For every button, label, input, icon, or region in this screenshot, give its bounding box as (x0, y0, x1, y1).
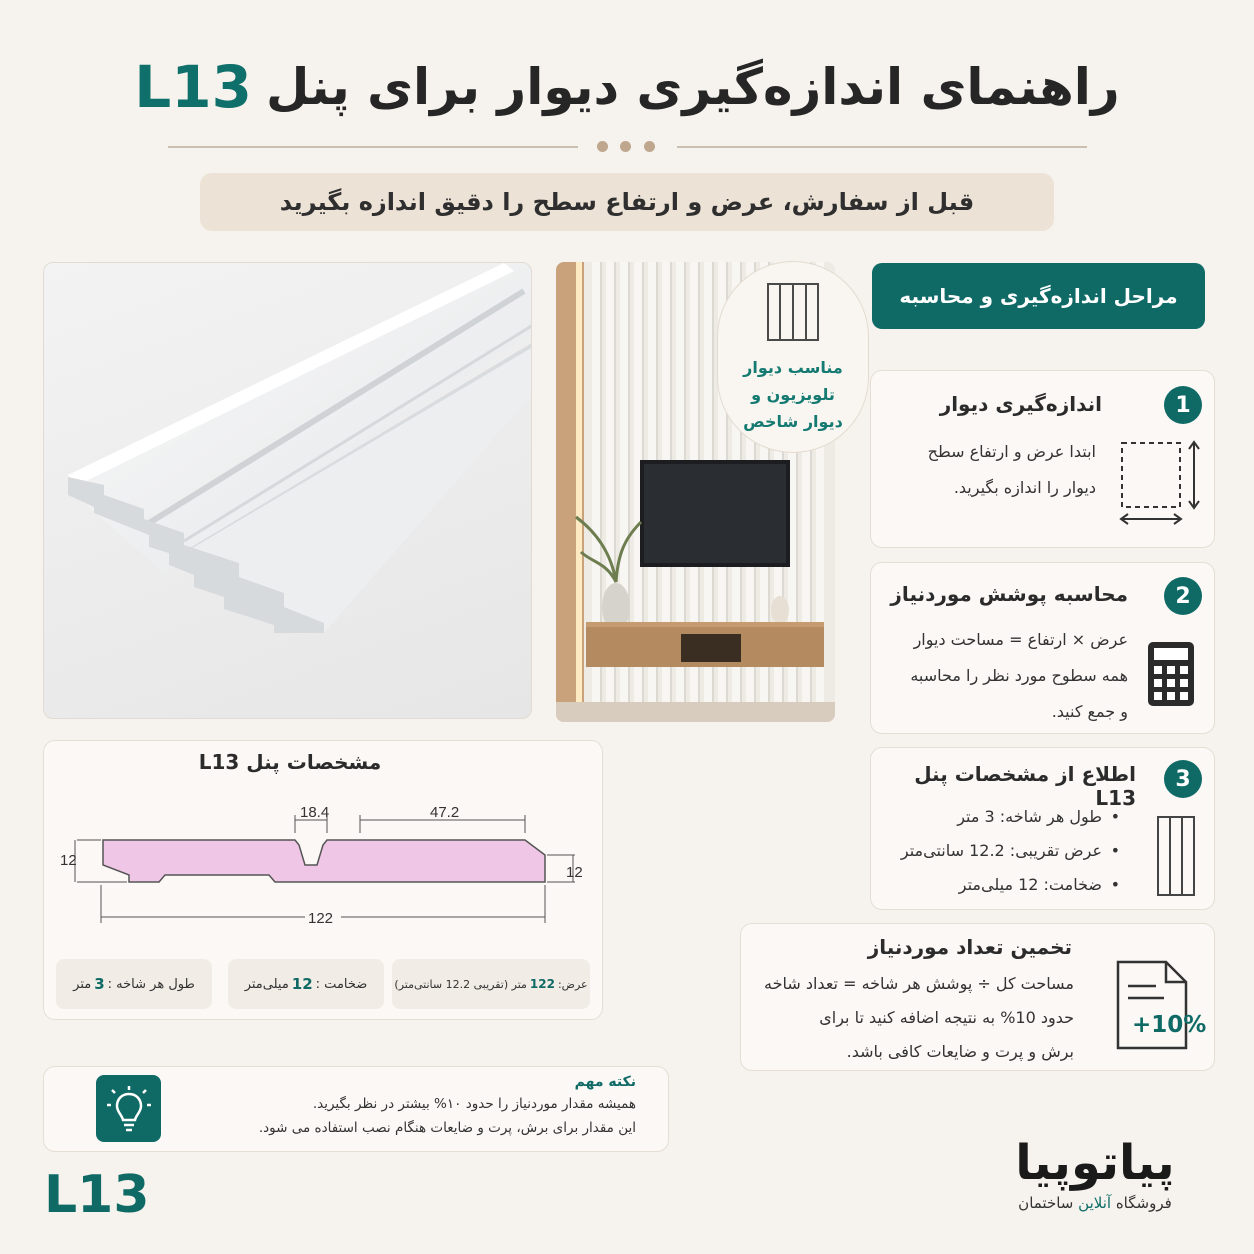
subtitle-banner (200, 173, 1054, 231)
spec-pill-length (56, 959, 212, 1009)
spec-title: مشخصات پنل L13 (198, 750, 382, 774)
step-body (880, 800, 1120, 902)
calculator-icon (1146, 640, 1196, 708)
document-icon (1112, 958, 1192, 1053)
step-line: و جمع کنید. (1051, 702, 1128, 721)
profile-diagram (55, 795, 595, 935)
divider-dot (620, 141, 631, 152)
note-title: نکته مهم (574, 1074, 636, 1090)
step-number: 2 (1164, 577, 1202, 615)
lightbulb-glyph (106, 1085, 152, 1133)
usage-line: مناسب دیوار (743, 358, 843, 377)
brand-logo (975, 1135, 1215, 1212)
brand-tagline (975, 1194, 1215, 1212)
document-percent-icon (1112, 958, 1207, 1053)
step-line: دیوار را اندازه بگیرید. (953, 478, 1096, 497)
usage-text (743, 354, 843, 435)
step-title: اطلاع از مشخصات پنل L13 (914, 762, 1136, 810)
estimate-line: مساحت کل ÷ پوشش هر شاخه = تعداد شاخه (764, 974, 1074, 993)
panel-illustration (44, 263, 532, 719)
divider-dot (597, 141, 608, 152)
pill-suffix: متر (تقریبی 12.2 سانتی‌متر) (394, 977, 527, 991)
usage-line: تلویزیون و (751, 385, 835, 404)
title-text: راهنمای اندازه‌گیری دیوار برای پنل (265, 58, 1120, 116)
divider-dot (644, 141, 655, 152)
note-line: این مقدار برای برش، پرت و ضایعات هنگام نصب استفاده می شود. (258, 1120, 636, 1136)
subtitle-text: قبل از سفارش، عرض و ارتفاع سطح را دقیق اندازه بگیرید (279, 188, 975, 216)
usage-badge (718, 262, 868, 452)
spec-bullet: • ضخامت: 12 میلی‌متر (880, 868, 1120, 902)
dim-thickness-right: 12 (566, 864, 583, 881)
estimate-title: تخمین تعداد موردنیاز (867, 935, 1072, 959)
spec-bullet: • عرض تقریبی: 12.2 سانتی‌متر (880, 834, 1120, 868)
brand-name: پیاتوپیا (1015, 1135, 1175, 1191)
step-body (880, 622, 1128, 730)
page-title (60, 42, 1194, 132)
pill-suffix: میلی‌متر (244, 976, 289, 992)
note-text (180, 1072, 636, 1140)
step-body (880, 434, 1096, 506)
pill-value: 3 (94, 975, 105, 993)
spec-pill-thickness (228, 959, 384, 1009)
pill-value: 122 (529, 977, 555, 991)
pill-label: ضخامت : (315, 976, 368, 992)
estimate-line: حدود 10% به نتیجه اضافه کنید تا برای (819, 1008, 1074, 1027)
steps-header-label: مراحل اندازه‌گیری و محاسبه (899, 284, 1178, 308)
estimate-body (752, 967, 1074, 1069)
pill-suffix: متر (73, 976, 92, 992)
pill-label: طول هر شاخه : (107, 976, 195, 992)
title-model: L13 (134, 53, 252, 121)
dim-width: 122 (308, 910, 334, 927)
panel-strip-icon (1156, 815, 1196, 897)
divider-left (168, 146, 578, 148)
divider-right (677, 146, 1087, 148)
pill-label: عرض: (557, 977, 588, 991)
step-number: 1 (1164, 386, 1202, 424)
step-line: همه سطوح مورد نظر را محاسبه (910, 666, 1128, 685)
dim-thickness-left: 12 (60, 852, 77, 869)
dim-face: 47.2 (430, 804, 460, 821)
spec-bullet: • طول هر شاخه: 3 متر (880, 800, 1120, 834)
slat-panel-icon (766, 280, 820, 344)
step-title: محاسبه پوشش موردنیاز (890, 582, 1128, 606)
steps-header (872, 263, 1205, 329)
pill-value: 12 (291, 975, 313, 993)
step-number: 3 (1164, 760, 1202, 798)
panel-product-image (43, 262, 532, 719)
step-title: اندازه‌گیری دیوار (939, 392, 1102, 416)
measure-wall-icon (1116, 437, 1206, 529)
tagline-accent: آنلاین (1078, 1194, 1112, 1212)
tagline-part: ساختمان (1018, 1194, 1074, 1212)
footer-model: L13 (44, 1165, 150, 1225)
estimate-line: برش و پرت و ضایعات کافی باشد. (846, 1042, 1074, 1061)
note-line: همیشه مقدار موردنیاز را حدود ۱۰% بیشتر در نظر بگیرید. (312, 1096, 636, 1112)
spec-pill-width (392, 959, 590, 1009)
percent-badge: +10% (1132, 1012, 1207, 1038)
step-line: عرض × ارتفاع = مساحت دیوار (913, 630, 1128, 649)
usage-line: دیوار شاخص (743, 412, 843, 431)
lightbulb-icon (96, 1075, 161, 1142)
tagline-part: فروشگاه (1115, 1194, 1172, 1212)
step-line: ابتدا عرض و ارتفاع سطح (927, 442, 1096, 461)
dim-groove: 18.4 (300, 804, 330, 821)
